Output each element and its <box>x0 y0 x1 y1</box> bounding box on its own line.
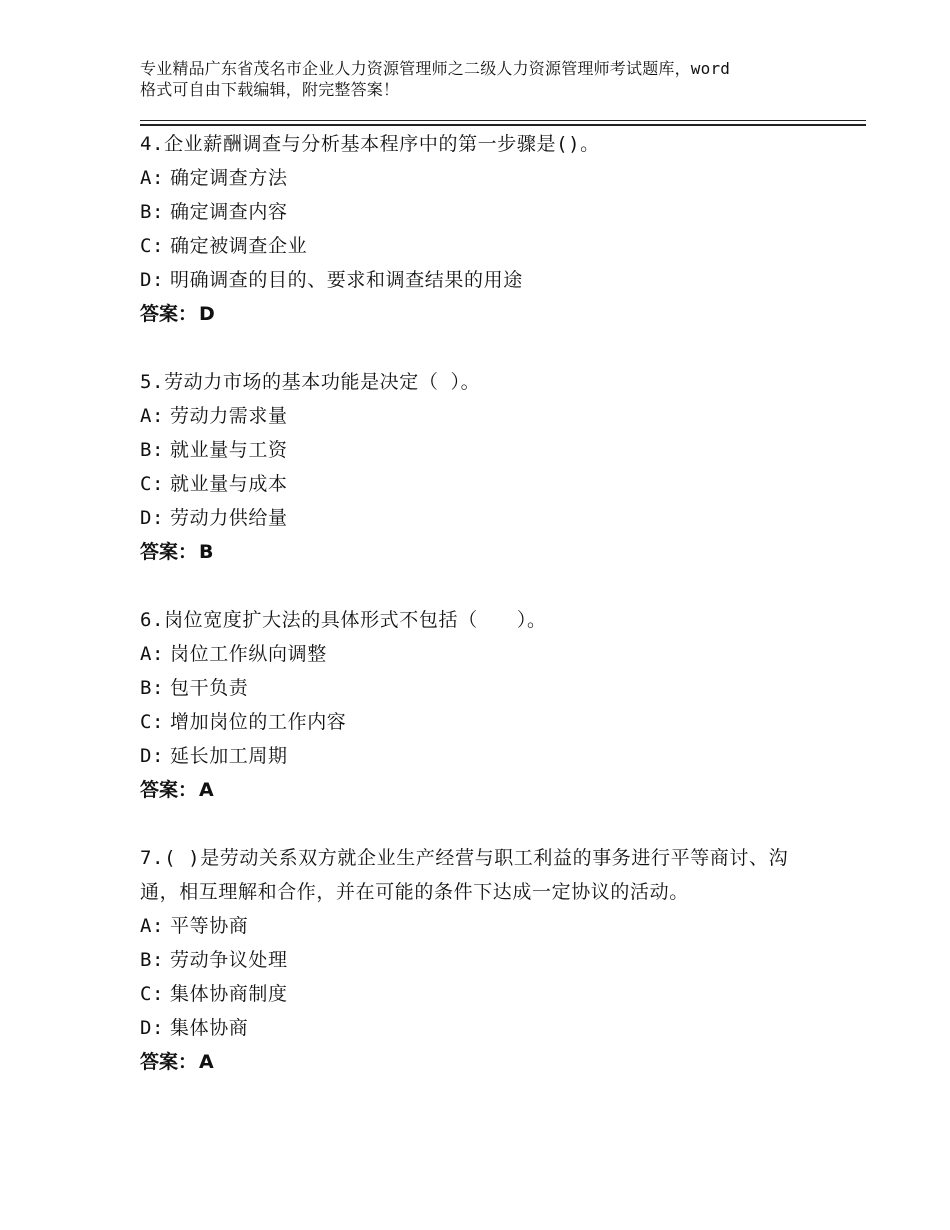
option-a <box>140 637 840 671</box>
answer-line <box>140 1045 840 1079</box>
option-text: 增加岗位的工作内容 <box>170 711 347 733</box>
header-line-2: 格式可自由下载编辑，附完整答案！ <box>140 80 400 99</box>
answer-value: D <box>199 303 215 325</box>
answer-label: 答案： <box>140 779 198 801</box>
document-header <box>140 58 840 100</box>
option-letter: D: <box>140 1017 165 1039</box>
option-text: 劳动力需求量 <box>170 405 288 427</box>
option-text: 确定调查方法 <box>170 167 288 189</box>
option-d <box>140 739 840 773</box>
option-b <box>140 943 840 977</box>
option-letter: D: <box>140 745 165 767</box>
option-text: 延长加工周期 <box>170 745 288 767</box>
option-text: 岗位工作纵向调整 <box>170 643 327 665</box>
option-text: 劳动力供给量 <box>170 507 288 529</box>
option-c <box>140 229 840 263</box>
option-letter: B: <box>140 201 165 223</box>
answer-label: 答案： <box>140 1051 198 1073</box>
option-letter: C: <box>140 235 165 257</box>
option-letter: B: <box>140 439 165 461</box>
option-a <box>140 399 840 433</box>
option-letter: D: <box>140 507 165 529</box>
option-letter: C: <box>140 983 165 1005</box>
option-text: 就业量与成本 <box>170 473 288 495</box>
answer-line <box>140 773 840 807</box>
option-text: 确定调查内容 <box>170 201 288 223</box>
question-stem: 5.劳动力市场的基本功能是决定（ ）。 <box>140 371 481 393</box>
answer-value: A <box>199 779 214 801</box>
answer-line <box>140 535 840 569</box>
option-letter: B: <box>140 677 165 699</box>
option-text: 明确调查的目的、要求和调查结果的用途 <box>170 269 523 291</box>
option-text: 就业量与工资 <box>170 439 288 461</box>
option-b <box>140 433 840 467</box>
question-7 <box>140 841 840 1079</box>
question-5 <box>140 365 840 569</box>
option-d <box>140 1011 840 1045</box>
option-letter: A: <box>140 167 165 189</box>
answer-line <box>140 297 840 331</box>
answer-label: 答案： <box>140 303 198 325</box>
answer-value: A <box>199 1051 214 1073</box>
answer-value: B <box>199 541 214 563</box>
option-letter: B: <box>140 949 165 971</box>
header-divider-thin <box>140 120 866 121</box>
option-b <box>140 195 840 229</box>
option-text: 确定被调查企业 <box>170 235 308 257</box>
option-b <box>140 671 840 705</box>
option-letter: A: <box>140 915 165 937</box>
question-6 <box>140 603 840 807</box>
question-stem: 7.( )是劳动关系双方就企业生产经营与职工利益的事务进行平等商讨、沟通，相互理解和合作，并在可能的条件下达成一定协议的活动。 <box>140 847 789 903</box>
option-d <box>140 263 840 297</box>
option-text: 平等协商 <box>170 915 249 937</box>
question-4 <box>140 127 840 331</box>
option-d <box>140 501 840 535</box>
option-c <box>140 467 840 501</box>
question-stem: 4.企业薪酬调查与分析基本程序中的第一步骤是()。 <box>140 133 600 155</box>
question-list <box>140 127 840 1113</box>
header-divider-thick <box>140 124 866 126</box>
option-text: 集体协商制度 <box>170 983 288 1005</box>
option-text: 包干负责 <box>170 677 249 699</box>
option-letter: C: <box>140 473 165 495</box>
answer-label: 答案： <box>140 541 198 563</box>
header-line-1: 专业精品广东省茂名市企业人力资源管理师之二级人力资源管理师考试题库，word <box>140 59 731 78</box>
option-a <box>140 909 840 943</box>
question-stem: 6.岗位宽度扩大法的具体形式不包括（ ）。 <box>140 609 547 631</box>
option-text: 集体协商 <box>170 1017 249 1039</box>
option-letter: C: <box>140 711 165 733</box>
option-text: 劳动争议处理 <box>170 949 288 971</box>
option-letter: A: <box>140 643 165 665</box>
option-c <box>140 977 840 1011</box>
option-letter: A: <box>140 405 165 427</box>
option-c <box>140 705 840 739</box>
option-letter: D: <box>140 269 165 291</box>
option-a <box>140 161 840 195</box>
